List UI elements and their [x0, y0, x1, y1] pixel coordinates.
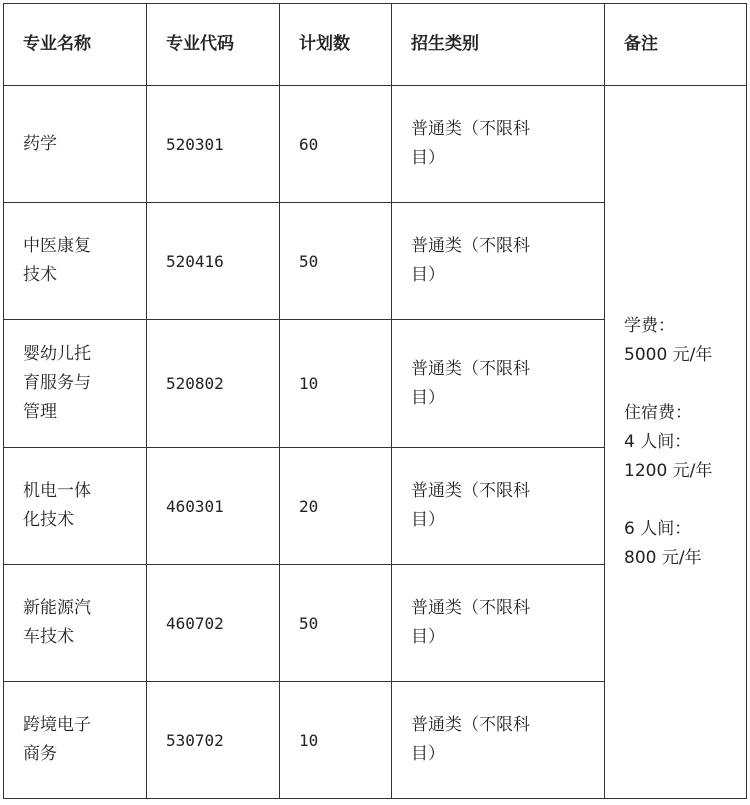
major-name-cell — [4, 448, 147, 565]
enroll-category-cell — [392, 448, 605, 565]
header-major-name: 专业名称 — [4, 4, 147, 86]
major-name-line: 婴幼儿托 — [23, 344, 91, 364]
plan-count-cell: 10 — [280, 320, 392, 448]
major-name-line: 跨境电子 — [23, 715, 91, 735]
major-code-cell: 520416 — [147, 203, 280, 320]
major-name-line: 技术 — [23, 265, 57, 285]
header-remark: 备注 — [605, 4, 747, 86]
room6-value: 800 元/年 — [624, 547, 702, 568]
header-row — [4, 4, 747, 86]
major-code-cell: 460702 — [147, 565, 280, 682]
header-plan-count: 计划数 — [280, 4, 392, 86]
category-line: 目） — [411, 265, 445, 285]
enroll-category-cell — [392, 565, 605, 682]
major-name-cell — [4, 682, 147, 799]
tuition-label: 学费： — [624, 315, 675, 336]
category-line: 普通类（不限科 — [411, 598, 530, 618]
enroll-category-cell — [392, 203, 605, 320]
major-code-cell: 520802 — [147, 320, 280, 448]
major-name-cell — [4, 565, 147, 682]
plan-count-cell: 10 — [280, 682, 392, 799]
room4-label: 4 人间： — [624, 431, 692, 452]
major-name-line: 管理 — [23, 402, 57, 422]
category-line: 普通类（不限科 — [411, 358, 530, 379]
room6-label: 6 人间： — [624, 518, 692, 539]
enroll-category-cell — [392, 86, 605, 203]
enrollment-table — [3, 3, 747, 799]
category-line: 目） — [411, 627, 445, 647]
major-name-line: 机电一体 — [23, 481, 91, 501]
major-name-cell — [4, 320, 147, 448]
major-name-line: 商务 — [23, 744, 57, 764]
category-line: 普通类（不限科 — [411, 481, 530, 501]
plan-count-cell: 50 — [280, 565, 392, 682]
major-name-cell — [4, 86, 147, 203]
category-line: 目） — [411, 148, 445, 168]
lodging-label: 住宿费： — [624, 402, 692, 423]
plan-count-cell: 60 — [280, 86, 392, 203]
major-name-line: 新能源汽 — [23, 598, 91, 618]
major-name-line: 药学 — [23, 133, 57, 154]
major-code-cell: 530702 — [147, 682, 280, 799]
remark-cell — [605, 86, 747, 799]
category-line: 目） — [411, 510, 445, 530]
header-major-code: 专业代码 — [147, 4, 280, 86]
major-code-cell: 460301 — [147, 448, 280, 565]
major-name-line: 育服务与 — [23, 373, 91, 393]
table-row — [4, 86, 747, 203]
category-line: 目） — [411, 744, 445, 764]
major-code-cell: 520301 — [147, 86, 280, 203]
major-name-line: 中医康复 — [23, 236, 91, 256]
plan-count-cell: 20 — [280, 448, 392, 565]
plan-count-cell: 50 — [280, 203, 392, 320]
major-name-line: 车技术 — [23, 627, 74, 647]
category-line: 普通类（不限科 — [411, 236, 530, 256]
tuition-value: 5000 元/年 — [624, 344, 713, 365]
enroll-category-cell — [392, 320, 605, 448]
category-line: 普通类（不限科 — [411, 715, 530, 735]
major-name-cell — [4, 203, 147, 320]
header-enroll-category: 招生类别 — [392, 4, 605, 86]
enroll-category-cell — [392, 682, 605, 799]
major-name-line: 化技术 — [23, 510, 74, 530]
category-line: 普通类（不限科 — [411, 119, 530, 139]
room4-value: 1200 元/年 — [624, 460, 713, 481]
category-line: 目） — [411, 387, 445, 408]
